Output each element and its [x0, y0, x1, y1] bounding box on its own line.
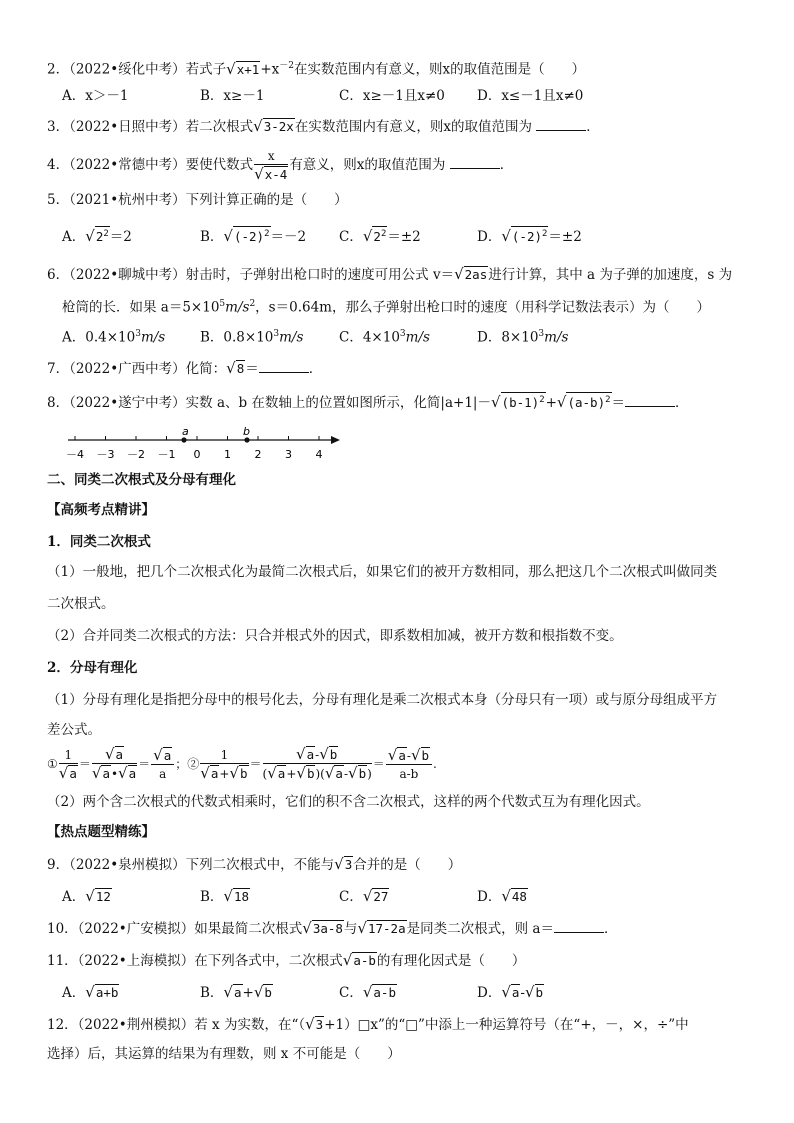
label-b: b	[243, 425, 250, 438]
question-12: 12．（2022•荆州模拟）若 x 为实数，在“（√3+1）□x”的“□”中添上一种运算符号（在“+，－，×，÷”中	[47, 1015, 689, 1033]
q3-radical: √3-2x	[253, 117, 294, 135]
topic-1-title: 1．同类二次根式	[47, 534, 151, 550]
question-11: 11．（2022•上海模拟）在下列各式中，二次根式√a-b的有理化因式是（ ）	[47, 951, 526, 969]
question-4: 4．（2022•常德中考）要使代数式 $\frac{x}{√x-4}$ 有意义，则x的取值范围为 ．	[47, 148, 514, 183]
question-9: 9．（2022•泉州模拟）下列二次根式中，不能与√3合并的是（ ）	[47, 855, 462, 873]
topic-1-para-1: （1）一般地，把几个二次根式化为最简二次根式后，如果它们的被开方数相同，那么把这几个二次根式叫做同类	[47, 564, 718, 580]
axis-tick-label: 1	[224, 448, 231, 461]
q6-option-c[interactable]: C．$4\times 10^3m/s$	[339, 329, 430, 346]
q8-answer-blank[interactable]	[625, 392, 675, 407]
axis-tick-label: 3	[285, 448, 292, 461]
q11-option-c[interactable]: C．√a-b	[339, 983, 396, 1001]
q4-answer-blank[interactable]	[450, 154, 500, 169]
q9-option-b[interactable]: B．√18	[200, 887, 250, 905]
topic-2-para-2: （2）两个含二次根式的代数式相乘时，它们的积不含二次根式，这样的两个代数式互为有理化因式。	[47, 794, 650, 810]
question-2: 2．（2022•绥化中考）若式子$√x+1+x^{-2}$在实数范围内有意义，则x的取值范围是（ ）	[47, 59, 586, 78]
number-line	[60, 424, 350, 464]
question-6: 6．（2022•聊城中考）射击时，子弹射出枪口时的速度可用公式 v＝√2as进行计算，其中 a 为子弹的加速度，s 为	[47, 265, 733, 283]
axis-tick-label: 0	[193, 448, 201, 461]
topic-1-para-2: （2）合并同类二次根式的方法：只合并根式外的因式，即系数相加减，被开方数和根指数不变。	[47, 628, 623, 644]
point-b	[244, 437, 249, 442]
question-10: 10．（2022•广安模拟）如果最简二次根式√3a-8与√17-2a是同类二次根式，则 a＝ ．	[47, 919, 618, 937]
section-2-title: 二、同类二次根式及分母有理化	[47, 472, 236, 488]
q5-option-a[interactable]: A．$√2^2=2$	[62, 227, 132, 246]
q2-prefix: 2．（2022•绥化中考）若式子	[47, 61, 227, 78]
axis-tick-label: －4	[66, 448, 84, 461]
question-12-line2: 选择）后，其运算的结果为有理数，则 x 不可能是（ ）	[47, 1046, 401, 1062]
q6-option-a[interactable]: A．$0.4\times 10^3m/s$	[62, 329, 166, 346]
topic-2-para-1-cont: 差公式。	[47, 722, 101, 738]
q5-option-c[interactable]: C．$√2^2=\pm 2$	[339, 227, 421, 246]
axis-tick-label: 4	[315, 448, 323, 461]
axis-tick-label: －1	[157, 448, 176, 461]
q9-option-c[interactable]: C．√27	[339, 887, 389, 905]
q2-option-c[interactable]: C．x≥－1且x≠0	[339, 88, 445, 104]
topic-2-title: 2．分母有理化	[47, 660, 138, 676]
point-a	[181, 437, 186, 442]
q2-option-d[interactable]: D．x≤－1且x≠0	[477, 88, 584, 104]
q5-option-d[interactable]: D．$√(-2)^2=\pm 2$	[477, 227, 582, 246]
question-8: 8．（2022•遂宁中考）实数 a、b 在数轴上的位置如图所示，化简$|a+1|-√(b-1)^2+√(a-b)^2=$ ．	[47, 393, 689, 412]
q6-option-d[interactable]: D．$8\times 10^3m/s$	[477, 329, 569, 346]
q5-option-b[interactable]: B．$√(-2)^2=-2$	[200, 227, 307, 246]
practice-header: 【热点题型精练】	[47, 824, 155, 840]
question-7: 7．（2022•广西中考）化简：√8＝ ．	[47, 359, 323, 377]
q9-option-a[interactable]: A．√12	[62, 887, 111, 905]
q10-answer-blank[interactable]	[554, 918, 604, 933]
axis-tick-label: 2	[254, 448, 262, 461]
axis-arrow	[331, 436, 340, 444]
topic-1-para-1-cont: 二次根式。	[47, 596, 115, 612]
q11-option-a[interactable]: A．√a+b	[62, 983, 119, 1001]
q6-option-b[interactable]: B．$0.8\times 10^3m/s$	[200, 329, 304, 346]
axis-tick-label: －3	[96, 448, 115, 461]
q3-answer-blank[interactable]	[536, 116, 586, 131]
question-5: 5．（2021•杭州中考）下列计算正确的是（ ）	[47, 192, 348, 208]
q11-option-b[interactable]: B．√a+√b	[200, 983, 272, 1001]
q4-fraction: $\frac{x}{√x-4}$	[254, 148, 288, 183]
topic-2-para-1: （1）分母有理化是指把分母中的根号化去，分母有理化是乘二次根式本身（分母只有一项）或与原分母组成平方	[47, 692, 718, 708]
axis-tick-label: －2	[127, 448, 145, 461]
q7-answer-blank[interactable]	[259, 358, 309, 373]
section-2-header: 【高频考点精讲】	[47, 502, 155, 518]
q9-option-d[interactable]: D．√48	[477, 887, 527, 905]
q11-option-d[interactable]: D．√a-√b	[477, 983, 544, 1001]
question-3: 3．（2022•日照中考）若二次根式√3-2x在实数范围内有意义，则x的取值范围为 ．	[47, 117, 600, 135]
question-6-line2: 枪筒的长．如果 $a=5\times 10^5m/s^2$，s＝0.64m，那么子弹射出枪口时的速度（用科学记数法表示）为（ ）	[62, 299, 710, 316]
q2-option-a[interactable]: A．x＞－1	[62, 88, 129, 104]
rationalization-formula: ① $\frac{1}{√a}$ ＝ $\frac{√a}{√a•√a}$ ＝ $\frac{√a}{a}$ ；② $\frac{1}{√a+√b}$ ＝ $\frac{√a-√b}{(√a+√b)(√a-√b)}$ ＝ $\frac{√a-√b}{a-b}$ .	[47, 745, 437, 782]
q2-option-b[interactable]: B．x≥－1	[200, 88, 265, 104]
label-a: a	[182, 425, 189, 438]
q2-radical: √x+1	[226, 59, 260, 78]
